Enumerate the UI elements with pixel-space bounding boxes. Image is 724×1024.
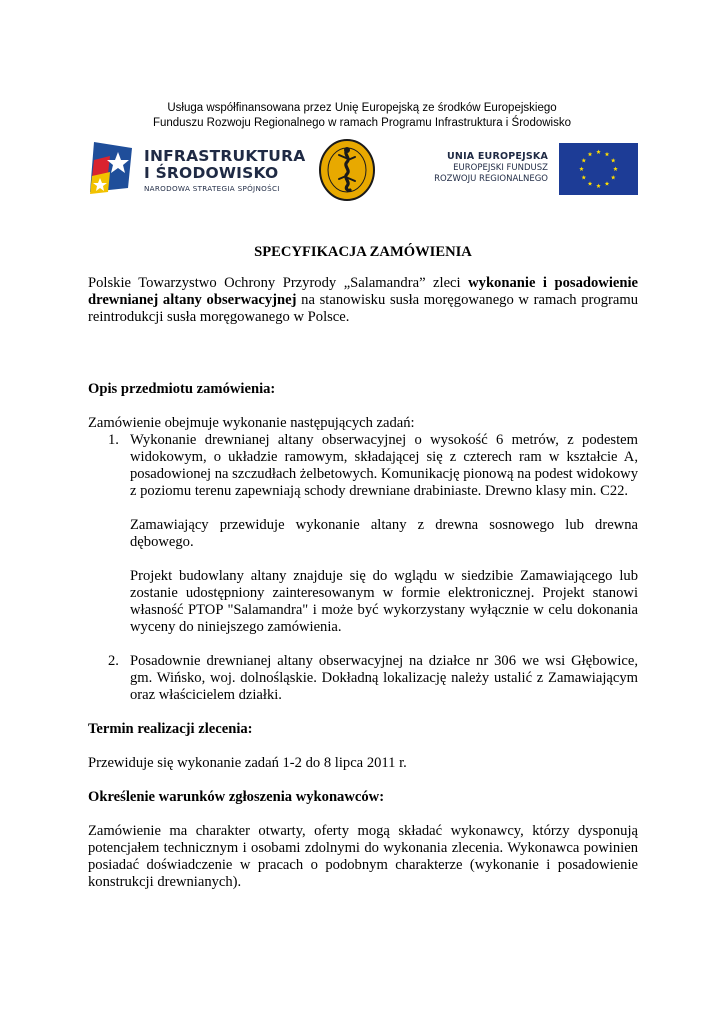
list-item [88, 653, 638, 704]
section2-heading: Termin realizacji zlecenia: [88, 721, 253, 737]
list-item-number: 1. [108, 432, 119, 448]
funding-line-2: Funduszu Rozwoju Regionalnego w ramach Programu Infrastruktura i Środowisko [152, 117, 572, 129]
document-title: SPECYFIKACJA ZAMÓWIENIA [254, 244, 472, 260]
is-logo-line-1: INFRASTRUKTURA [144, 147, 306, 165]
section3-text: Zamówienie ma charakter otwarty, oferty mogą składać wykonawcy, którzy dysponują potencjałem technicznym i osobami zdolnymi do wykonania zlecenia. Wykonawca powinien posiadać doświadczenie w pracach o podobnym charakterze (wykonanie i posadowienie konstrukcji drewnianych). [88, 823, 638, 890]
intro-paragraph [88, 275, 638, 326]
list-item-number: 2. [108, 653, 119, 669]
item1-paragraph-2: Zamawiający przewiduje wykonanie altany z drewna sosnowego lub drewna dębowego. [130, 517, 638, 550]
section1-lead: Zamówienie obejmuje wykonanie następujących zadań: [88, 415, 415, 431]
is-logo-line-2: I ŚRODOWISKO [144, 164, 279, 182]
eu-title: UNIA EUROPEJSKA [447, 151, 548, 162]
document-body [88, 244, 638, 891]
item1-paragraph-1: Wykonanie drewnianej altany obserwacyjnej o wysokość 6 metrów, z podestem widokowym, o układzie ramowym, składającej się z czterech ram w kształcie A, posadowionej na szczudłach żelbetowych. Komunikację pionową na podest widokowy z poziomu terenu zapewniają schody drewniane drabiniaste. Drewno klasy min. C22. [130, 432, 638, 499]
section1-heading: Opis przedmiotu zamówienia: [88, 381, 276, 397]
eu-fund-text [416, 150, 548, 185]
intro-bold: wykonanie i posadowienie drewnianej altany obserwacyjnej [88, 275, 639, 308]
funding-line-1: Usługa współfinansowana przez Unię Europejską ze środków Europejskiego [167, 102, 557, 114]
intro-text-b: na stanowisku susła moręgowanego w ramach programu reintrodukcji susła moręgowanego w Polsce. [88, 292, 638, 325]
section3-heading: Określenie warunków zgłoszenia wykonawców: [88, 789, 385, 805]
funding-statement [0, 101, 724, 131]
intro-text-a: Polskie Towarzystwo Ochrony Przyrody „Salamandra” zleci [88, 275, 469, 291]
list-item [88, 432, 638, 636]
eu-line-1: EUROPEJSKI FUNDUSZ [453, 163, 548, 173]
is-logo-title [144, 148, 305, 182]
eu-flag-icon [559, 143, 638, 195]
section2-text: Przewiduje się wykonanie zadań 1-2 do 8 lipca 2011 r. [88, 755, 407, 771]
item1-paragraph-3: Projekt budowlany altany znajduje się do wglądu w siedzibie Zamawiającego lub zostanie udostępniony zainteresowanym w formie elektronicznej. Projekt stanowi własność PTOP "Salamandra" i może być wykorzystany wyłącznie w celu dokonania wyceny do niniejszego zamówienia. [130, 568, 638, 635]
task-list [88, 432, 638, 704]
salamandra-logo-icon [317, 138, 377, 202]
nss-flag-icon [88, 138, 138, 196]
is-logo-subtitle: NARODOWA STRATEGIA SPÓJNOŚCI [144, 184, 280, 193]
logo-bar [88, 136, 638, 206]
eu-line-2: ROZWOJU REGIONALNEGO [434, 174, 548, 184]
item2-paragraph-1: Posadownie drewnianej altany obserwacyjnej na działce nr 306 we wsi Głębowice, gm. Wińsko, woj. dolnośląskie. Dokładną lokalizację należy ustalić z Zamawiającym oraz właścicielem działki. [130, 653, 638, 703]
infrastruktura-srodowisko-logo [88, 136, 306, 198]
